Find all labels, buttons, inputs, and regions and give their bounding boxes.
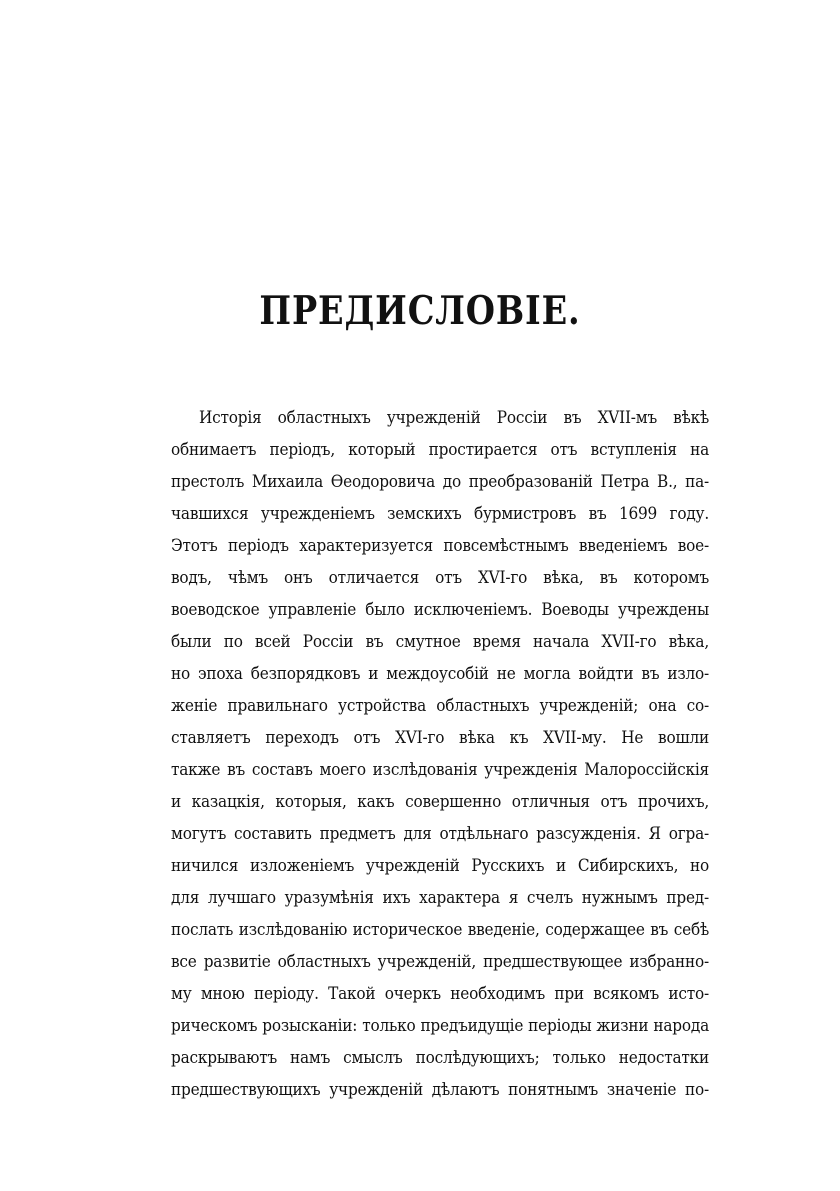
preface-body xyxy=(171,402,709,1106)
text-line: водъ, чѣмъ онъ отличается отъ XVI-го вѣка, въ которомъ xyxy=(171,568,709,588)
text-line: рическомъ розысканіи: только предъидущіе періоды жизни народа xyxy=(171,1016,709,1036)
text-line: воеводское управленіе было исключеніемъ. Воеводы учреждены xyxy=(171,600,709,620)
text-line: му мною періоду. Такой очеркъ необходимъ при всякомъ исто- xyxy=(171,984,709,1004)
text-line: но эпоха безпорядковъ и междоусобій не могла войдти въ изло- xyxy=(171,664,709,684)
text-line: Исторія областныхъ учрежденій Россіи въ XVII-мъ вѣкѣ xyxy=(199,408,709,428)
text-line: были по всей Россіи въ смутное время начала XVII-го вѣка, xyxy=(171,632,709,652)
text-line: престолъ Михаила Ѳеодоровича до преобразованій Петра В., па- xyxy=(171,472,709,492)
text-line: Этотъ періодъ характеризуется повсемѣстнымъ введеніемъ вое- xyxy=(171,536,709,556)
text-line: для лучшаго уразумѣнія ихъ характера я счелъ нужнымъ пред- xyxy=(171,888,709,908)
text-line: женіе правильнаго устройства областныхъ учрежденій; она со- xyxy=(171,696,709,716)
text-line: все развитіе областныхъ учрежденій, предшествующее избранно- xyxy=(171,952,709,972)
text-line: чавшихся учрежденіемъ земскихъ бурмистровъ въ 1699 году. xyxy=(171,504,709,524)
page-title: ПРЕДИСЛОВІЕ. xyxy=(259,288,581,334)
text-line: ничился изложеніемъ учрежденій Русскихъ и Сибирскихъ, но xyxy=(171,856,709,876)
text-line: раскрываютъ намъ смыслъ послѣдующихъ; только недостатки xyxy=(171,1048,709,1068)
text-line: обнимаетъ періодъ, который простирается отъ вступленія на xyxy=(171,440,709,460)
text-line: также въ составъ моего изслѣдованія учрежденія Малороссійскія xyxy=(171,760,709,780)
text-line: ставляетъ переходъ отъ XVI-го вѣка къ XVII-му. Не вошли xyxy=(171,728,709,748)
text-line: могутъ составить предметъ для отдѣльнаго разсужденія. Я огра- xyxy=(171,824,709,844)
text-line: послать изслѣдованію историческое введеніе, содержащее въ себѣ xyxy=(171,920,709,940)
text-line: и казацкія, которыя, какъ совершенно отличныя отъ прочихъ, xyxy=(171,792,709,812)
text-line: предшествующихъ учрежденій дѣлаютъ понятнымъ значеніе по- xyxy=(171,1080,709,1100)
